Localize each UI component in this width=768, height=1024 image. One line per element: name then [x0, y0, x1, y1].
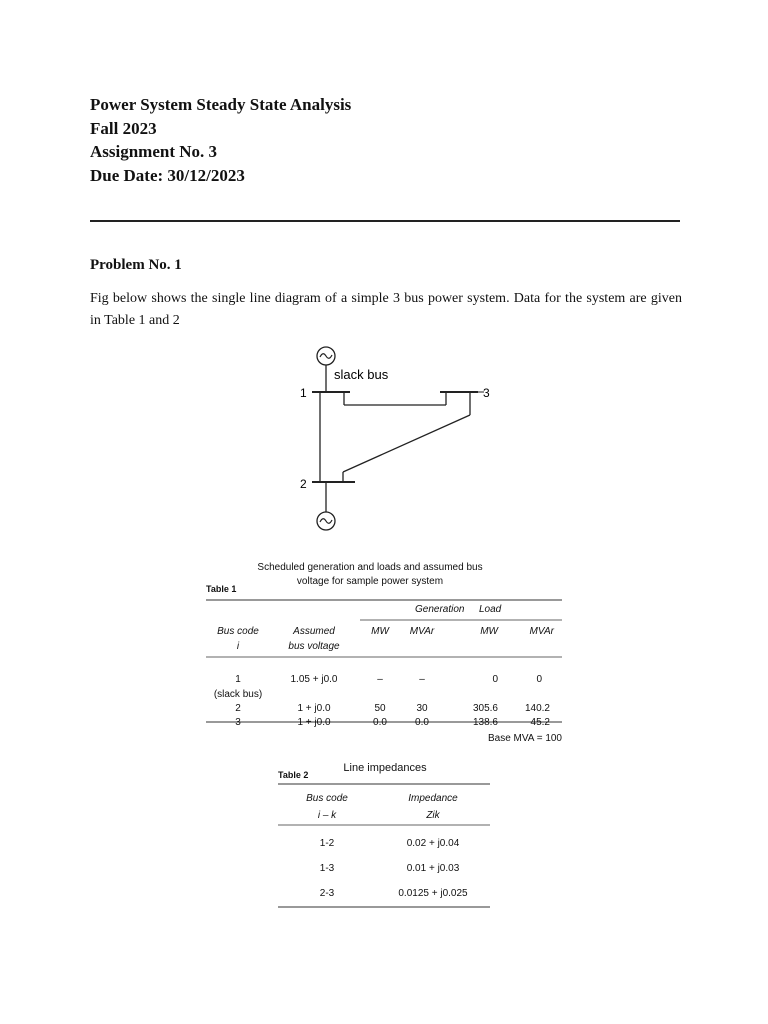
slack-bus-label: slack bus	[334, 367, 389, 382]
table-row: 1 1.05 + j0.0 – – 0 0	[235, 673, 542, 685]
due-date: Due Date: 30/12/2023	[90, 165, 245, 185]
table-row: 1-2 0.02 + j0.04	[319, 838, 460, 849]
problem-text: Fig below shows the single line diagram of a simple 3 bus power system. Data for the system are given in Table 1 and 2	[90, 291, 682, 328]
table1-generation-header: Generation	[415, 604, 465, 615]
table-row: 2 1 + j0.0 50 30 305.6 140.2	[235, 702, 550, 714]
table2	[278, 791, 490, 906]
table1-col-load-mw: MW	[480, 625, 498, 637]
table1-base-mva-note: Base MVA = 100	[487, 733, 562, 744]
assignment-number: Assignment No. 3	[90, 142, 218, 161]
bus-3-label: 3	[483, 386, 490, 400]
course-title: Power System Steady State Analysis	[90, 95, 352, 114]
table2-header-row	[278, 791, 490, 806]
table2-col-bus-code: Bus code	[306, 793, 348, 804]
table2-caption: Line impedances	[343, 762, 427, 774]
table1-col-gen-mw: MW	[371, 625, 389, 637]
table1-col-voltage: Assumed	[293, 625, 335, 637]
table1-col-gen-mvar: MVAr	[409, 625, 435, 637]
table-row: 3 1 + j0.0 0.0 0.0 138.6 45.2	[235, 716, 550, 728]
table1-col-voltage-sub: bus voltage	[288, 640, 340, 652]
table1-load-header: Load	[479, 604, 502, 615]
table1-col-bus-code-sub: i	[236, 640, 240, 652]
table2-label: Table 2	[278, 770, 309, 780]
table2-col-impedance-sub: Zik	[426, 810, 440, 821]
term: Fall 2023	[90, 118, 157, 138]
table-row-note: (slack bus)	[213, 688, 263, 700]
bus-2-label: 2	[300, 477, 307, 491]
table1-caption: Scheduled generation and loads and assumed bus voltage for sample power system	[257, 562, 483, 587]
table2-col-impedance: Impedance	[408, 793, 458, 804]
table2-header-row-2	[278, 806, 490, 825]
bus-1-label: 1	[300, 386, 307, 400]
table1-col-load-mvar: MVAr	[529, 625, 554, 637]
table-row: 2-3 0.0125 + j0.025	[319, 888, 468, 899]
table1-col-bus-code: Bus code	[217, 625, 259, 637]
problem-title: Problem No. 1	[90, 257, 182, 273]
table2-col-bus-code-sub: i – k	[317, 810, 337, 821]
table-row: 1-3 0.01 + j0.03	[319, 863, 460, 874]
table1-label: Table 1	[206, 584, 237, 594]
